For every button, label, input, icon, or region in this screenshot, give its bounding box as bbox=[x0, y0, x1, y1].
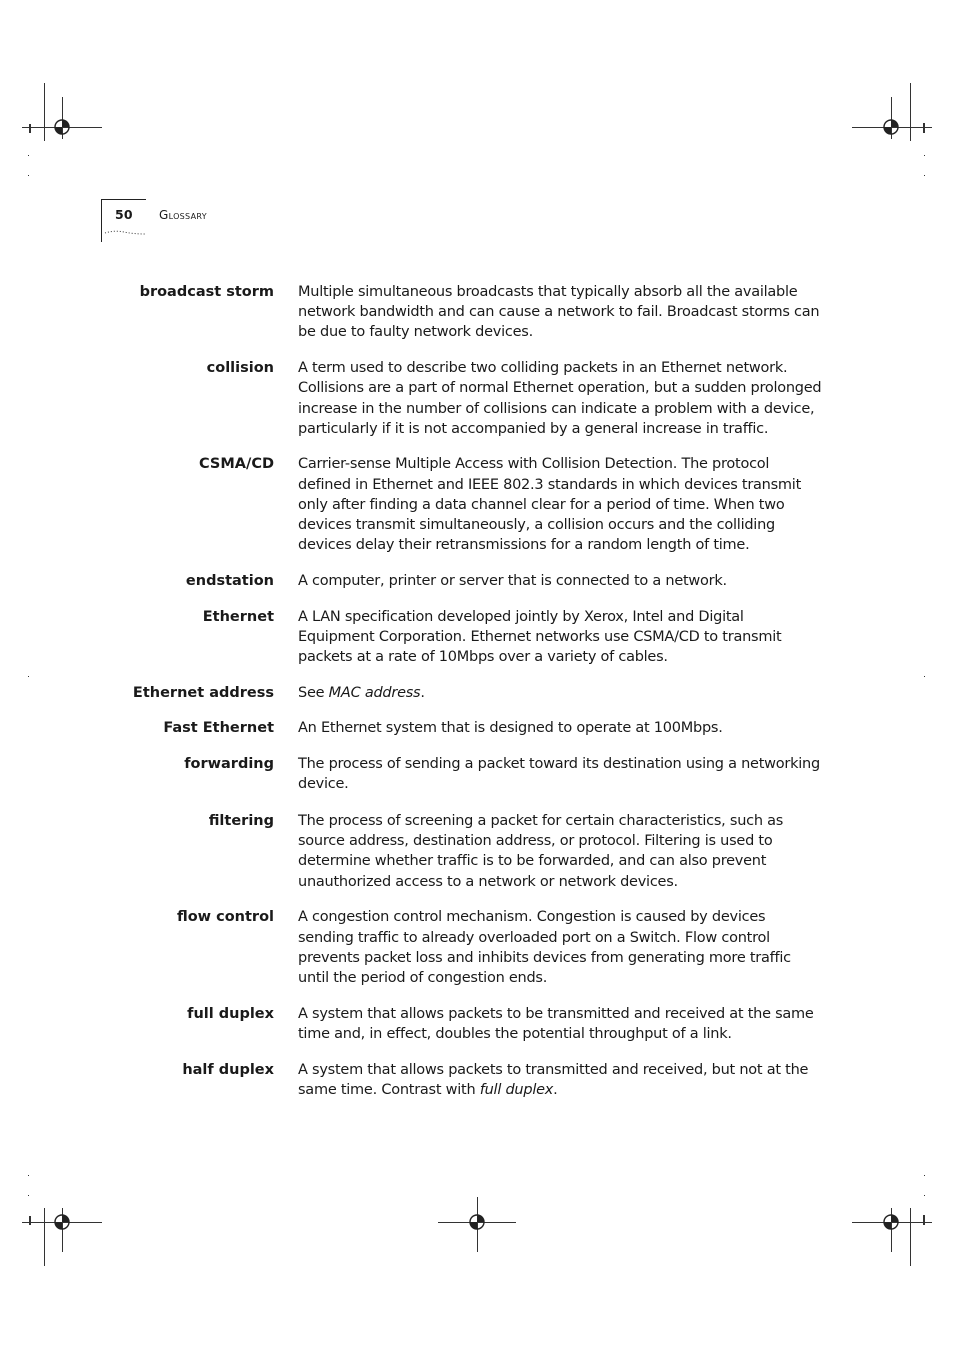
glossary-definition: A LAN specification developed jointly by Xerox, Intel and Digital Equipment Corporation. Ethernet networks use CSMA/CD to transmit packets at a rate of 10Mbps over a variety of cables. bbox=[298, 608, 782, 666]
definition-text: . bbox=[553, 1081, 558, 1098]
glossary-term: flow control bbox=[176, 909, 274, 926]
glossary-definition: Carrier-sense Multiple Access with Collision Detection. The protocol defined in Ethernet and IEEE 802.3 standards in which devices transmit only after finding a data channel clear for a period of time. When two devices transmit simultaneously, a collision occurs and the colliding devices delay their retransmissions for a random length of time. bbox=[298, 456, 802, 554]
glossary-term: Ethernet bbox=[202, 608, 274, 625]
glossary-term: forwarding bbox=[184, 756, 274, 773]
glossary-entry bbox=[0, 282, 954, 343]
page-number: 50 bbox=[115, 207, 133, 222]
glossary-definition bbox=[298, 683, 824, 703]
glossary-definition: A term used to describe two colliding packets in an Ethernet network. Collisions are a part of normal Ethernet operation, but a sudden prolonged increase in the number of collisions can indicate a problem with a device, particularly if it is not accompanied by a general increase in traffic. bbox=[298, 360, 822, 437]
cross-reference: MAC address bbox=[328, 684, 421, 701]
glossary-term: CSMA/CD bbox=[199, 456, 274, 473]
glossary-entry bbox=[0, 683, 954, 703]
glossary-entry bbox=[0, 1004, 954, 1044]
glossary-entry bbox=[0, 571, 954, 591]
glossary-term: filtering bbox=[208, 813, 274, 830]
glossary-definition: The process of screening a packet for certain characteristics, such as source address, destination address, or protocol. Filtering is used to determine whether traffic is to be forwarded, and can also prevent unauthorized access to a network or network devices. bbox=[298, 813, 784, 890]
glossary-term: full duplex bbox=[187, 1005, 274, 1022]
glossary-entry bbox=[0, 754, 954, 794]
glossary-definition: A computer, printer or server that is connected to a network. bbox=[298, 572, 727, 589]
glossary-term: collision bbox=[206, 360, 274, 377]
glossary-entry bbox=[0, 358, 954, 439]
glossary-entry bbox=[0, 907, 954, 988]
definition-text: A system that allows packets to transmitted and received, but not at the same time. Contrast with bbox=[298, 1061, 809, 1098]
glossary-definition: A congestion control mechanism. Congestion is caused by devices sending traffic to already overloaded port on a Switch. Flow control prevents packet loss and inhibits devices from generating more traffic until the period of congestion ends. bbox=[298, 909, 791, 986]
definition-text: . bbox=[420, 684, 425, 701]
running-header-title: Glossary bbox=[159, 208, 207, 222]
glossary-definition: Multiple simultaneous broadcasts that typically absorb all the available network bandwidth and can cause a network to fail. Broadcast storms can be due to faulty network devices. bbox=[298, 284, 820, 341]
cross-reference: full duplex bbox=[479, 1081, 554, 1098]
glossary-definition: An Ethernet system that is designed to operate at 100Mbps. bbox=[298, 720, 723, 737]
glossary-definition bbox=[298, 1060, 824, 1100]
dotted-rule bbox=[104, 230, 146, 236]
glossary-definition: The process of sending a packet toward its destination using a networking device. bbox=[298, 756, 820, 793]
definition-text: See bbox=[298, 684, 329, 701]
glossary-term: broadcast storm bbox=[139, 284, 274, 300]
glossary-entry bbox=[0, 1060, 954, 1100]
glossary-term: half duplex bbox=[182, 1061, 274, 1078]
glossary-entry bbox=[0, 811, 954, 892]
glossary-term: endstation bbox=[185, 572, 274, 589]
glossary-term: Ethernet address bbox=[132, 684, 274, 701]
glossary-definition: A system that allows packets to be transmitted and received at the same time and, in effect, doubles the potential throughput of a link. bbox=[298, 1005, 814, 1042]
glossary-term: Fast Ethernet bbox=[163, 720, 274, 737]
glossary-entry bbox=[0, 718, 954, 738]
glossary-entry bbox=[0, 607, 954, 668]
glossary-list bbox=[0, 282, 954, 1100]
glossary-entry bbox=[0, 454, 954, 555]
